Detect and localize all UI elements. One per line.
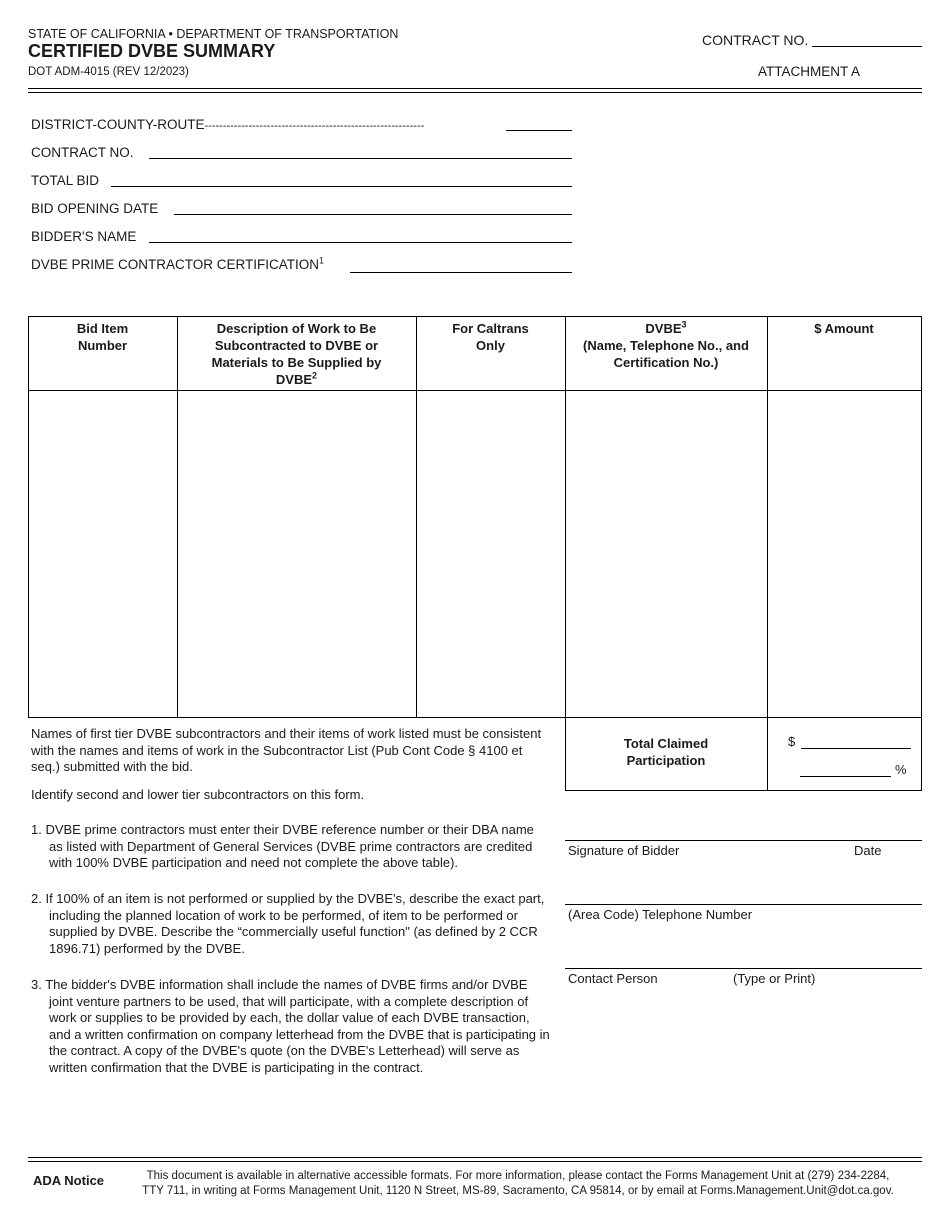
ada-notice-text: This document is available in alternative accessible formats. For more information, please contact the Forms Management Unit at (279) 234-2284, TTY 711, in writing at Forms Management Unit, 1120 N Street, MS-89, Sacramento, CA 95814, or by email at Forms.Management.Unit@dot.ca.gov. [142, 1170, 894, 1197]
cell-description[interactable] [178, 391, 416, 717]
col-header-amount: $ Amount [814, 321, 874, 336]
date-label: Date [854, 843, 882, 858]
cell-dvbe[interactable] [566, 391, 767, 717]
table-total-bottom-border [565, 790, 922, 791]
form-title: CERTIFIED DVBE SUMMARY [28, 41, 276, 61]
dvbe-table [28, 316, 922, 790]
agency-line: STATE OF CALIFORNIA • DEPARTMENT OF TRANSPORTATION [28, 27, 399, 41]
header-rule-1 [28, 88, 922, 89]
dvbe-prime-cert-input[interactable] [350, 272, 572, 273]
col-header-caltrans: For Caltrans Only [452, 321, 529, 353]
col-header-description: Description of Work to Be Subcontracted to DVBE or Materials to Be Supplied by DVBE$^2$ [211, 321, 382, 387]
contact-person-input[interactable] [565, 968, 922, 969]
contract-no-label: CONTRACT NO. [31, 145, 134, 160]
footer-rule-2 [28, 1161, 922, 1162]
cell-bid-item[interactable] [29, 391, 177, 717]
type-or-print-label: (Type or Print) [733, 971, 816, 986]
bid-opening-date-label: BID OPENING DATE [31, 201, 159, 216]
total-percent-input[interactable] [800, 776, 891, 777]
table-right-border [921, 316, 922, 791]
total-dollar-input[interactable] [801, 748, 911, 749]
district-county-route-input[interactable] [506, 130, 572, 131]
telephone-input[interactable] [565, 904, 922, 905]
dvbe-prime-cert-label: DVBE PRIME CONTRACTOR CERTIFICATION$^1$ [31, 255, 325, 272]
contact-person-label: Contact Person [568, 971, 658, 986]
contract-no-input[interactable] [149, 158, 572, 159]
ada-notice-label: ADA Notice [33, 1173, 105, 1188]
footer-rule-1 [28, 1157, 922, 1158]
note-first-tier: Names of first tier DVBE subcontractors and their items of work listed must be consistent with the names and items of work in the Subcontractor List (Pub Cont Code § 4100 et seq.) submitted with the bid. [31, 726, 542, 774]
note-second-tier: Identify second and lower tier subcontractors on this form. [31, 787, 365, 802]
table-top-border [28, 316, 922, 317]
table-body-bottom-border [28, 717, 922, 718]
total-bid-input[interactable] [111, 186, 572, 187]
bidders-name-label: BIDDER'S NAME [31, 229, 137, 244]
bid-opening-date-input[interactable] [174, 214, 572, 215]
total-claimed-label: Total Claimed Participation [623, 736, 709, 768]
total-dollar-sign: $ [788, 734, 796, 749]
bidders-name-input[interactable] [149, 242, 572, 243]
header-contract-label: CONTRACT NO. [702, 32, 809, 48]
cell-amount[interactable] [768, 391, 921, 717]
cell-caltrans[interactable] [417, 391, 565, 717]
col-header-dvbe: DVBE$^3$ (Name, Telephone No., and Certification No.) [583, 319, 749, 370]
attachment-label: ATTACHMENT A [758, 64, 861, 79]
header-rule-2 [28, 92, 922, 93]
footnote-1: 1. DVBE prime contractors must enter their DVBE reference number or their DBA name as listed with Department of General Services (DVBE prime contractors are credited with 100% DVBE participation and need not complete the above table). [31, 822, 534, 870]
form-id: DOT ADM-4015 (REV 12/2023) [28, 66, 189, 78]
footnote-2: 2. If 100% of an item is not performed or supplied by the DVBE's, describe the exact part, including the planned location of work to be performed, of item to be performed or supplied by DVBE. Describe the “commercially useful function" (as defined by 2 CCR 1896.71) performed by the DVBE. [31, 891, 545, 956]
telephone-label: (Area Code) Telephone Number [568, 907, 753, 922]
signature-input[interactable] [565, 840, 922, 841]
district-county-route-label: DISTRICT-COUNTY-ROUTE------------------------------------------------------------ [31, 117, 425, 132]
total-percent-sign: % [895, 762, 907, 777]
signature-label: Signature of Bidder [568, 843, 680, 858]
header-contract-input[interactable] [812, 46, 922, 47]
footnote-3: 3. The bidder's DVBE information shall include the names of DVBE firms and/or DVBE joint venture partners to be used, that will participate, with a complete description of work or supplies to be provided by each, the dollar value of each DVBE transaction, and a written confirmation on company letterhead from the DVBE that is participating in the contract. A copy of the DVBE's quote (on the DVBE's Letterhead) will serve as written confirmation that the DVBE is participating in the contract. [31, 977, 550, 1075]
total-bid-label: TOTAL BID [31, 173, 100, 188]
col-header-bid-item: Bid Item Number [76, 321, 129, 353]
